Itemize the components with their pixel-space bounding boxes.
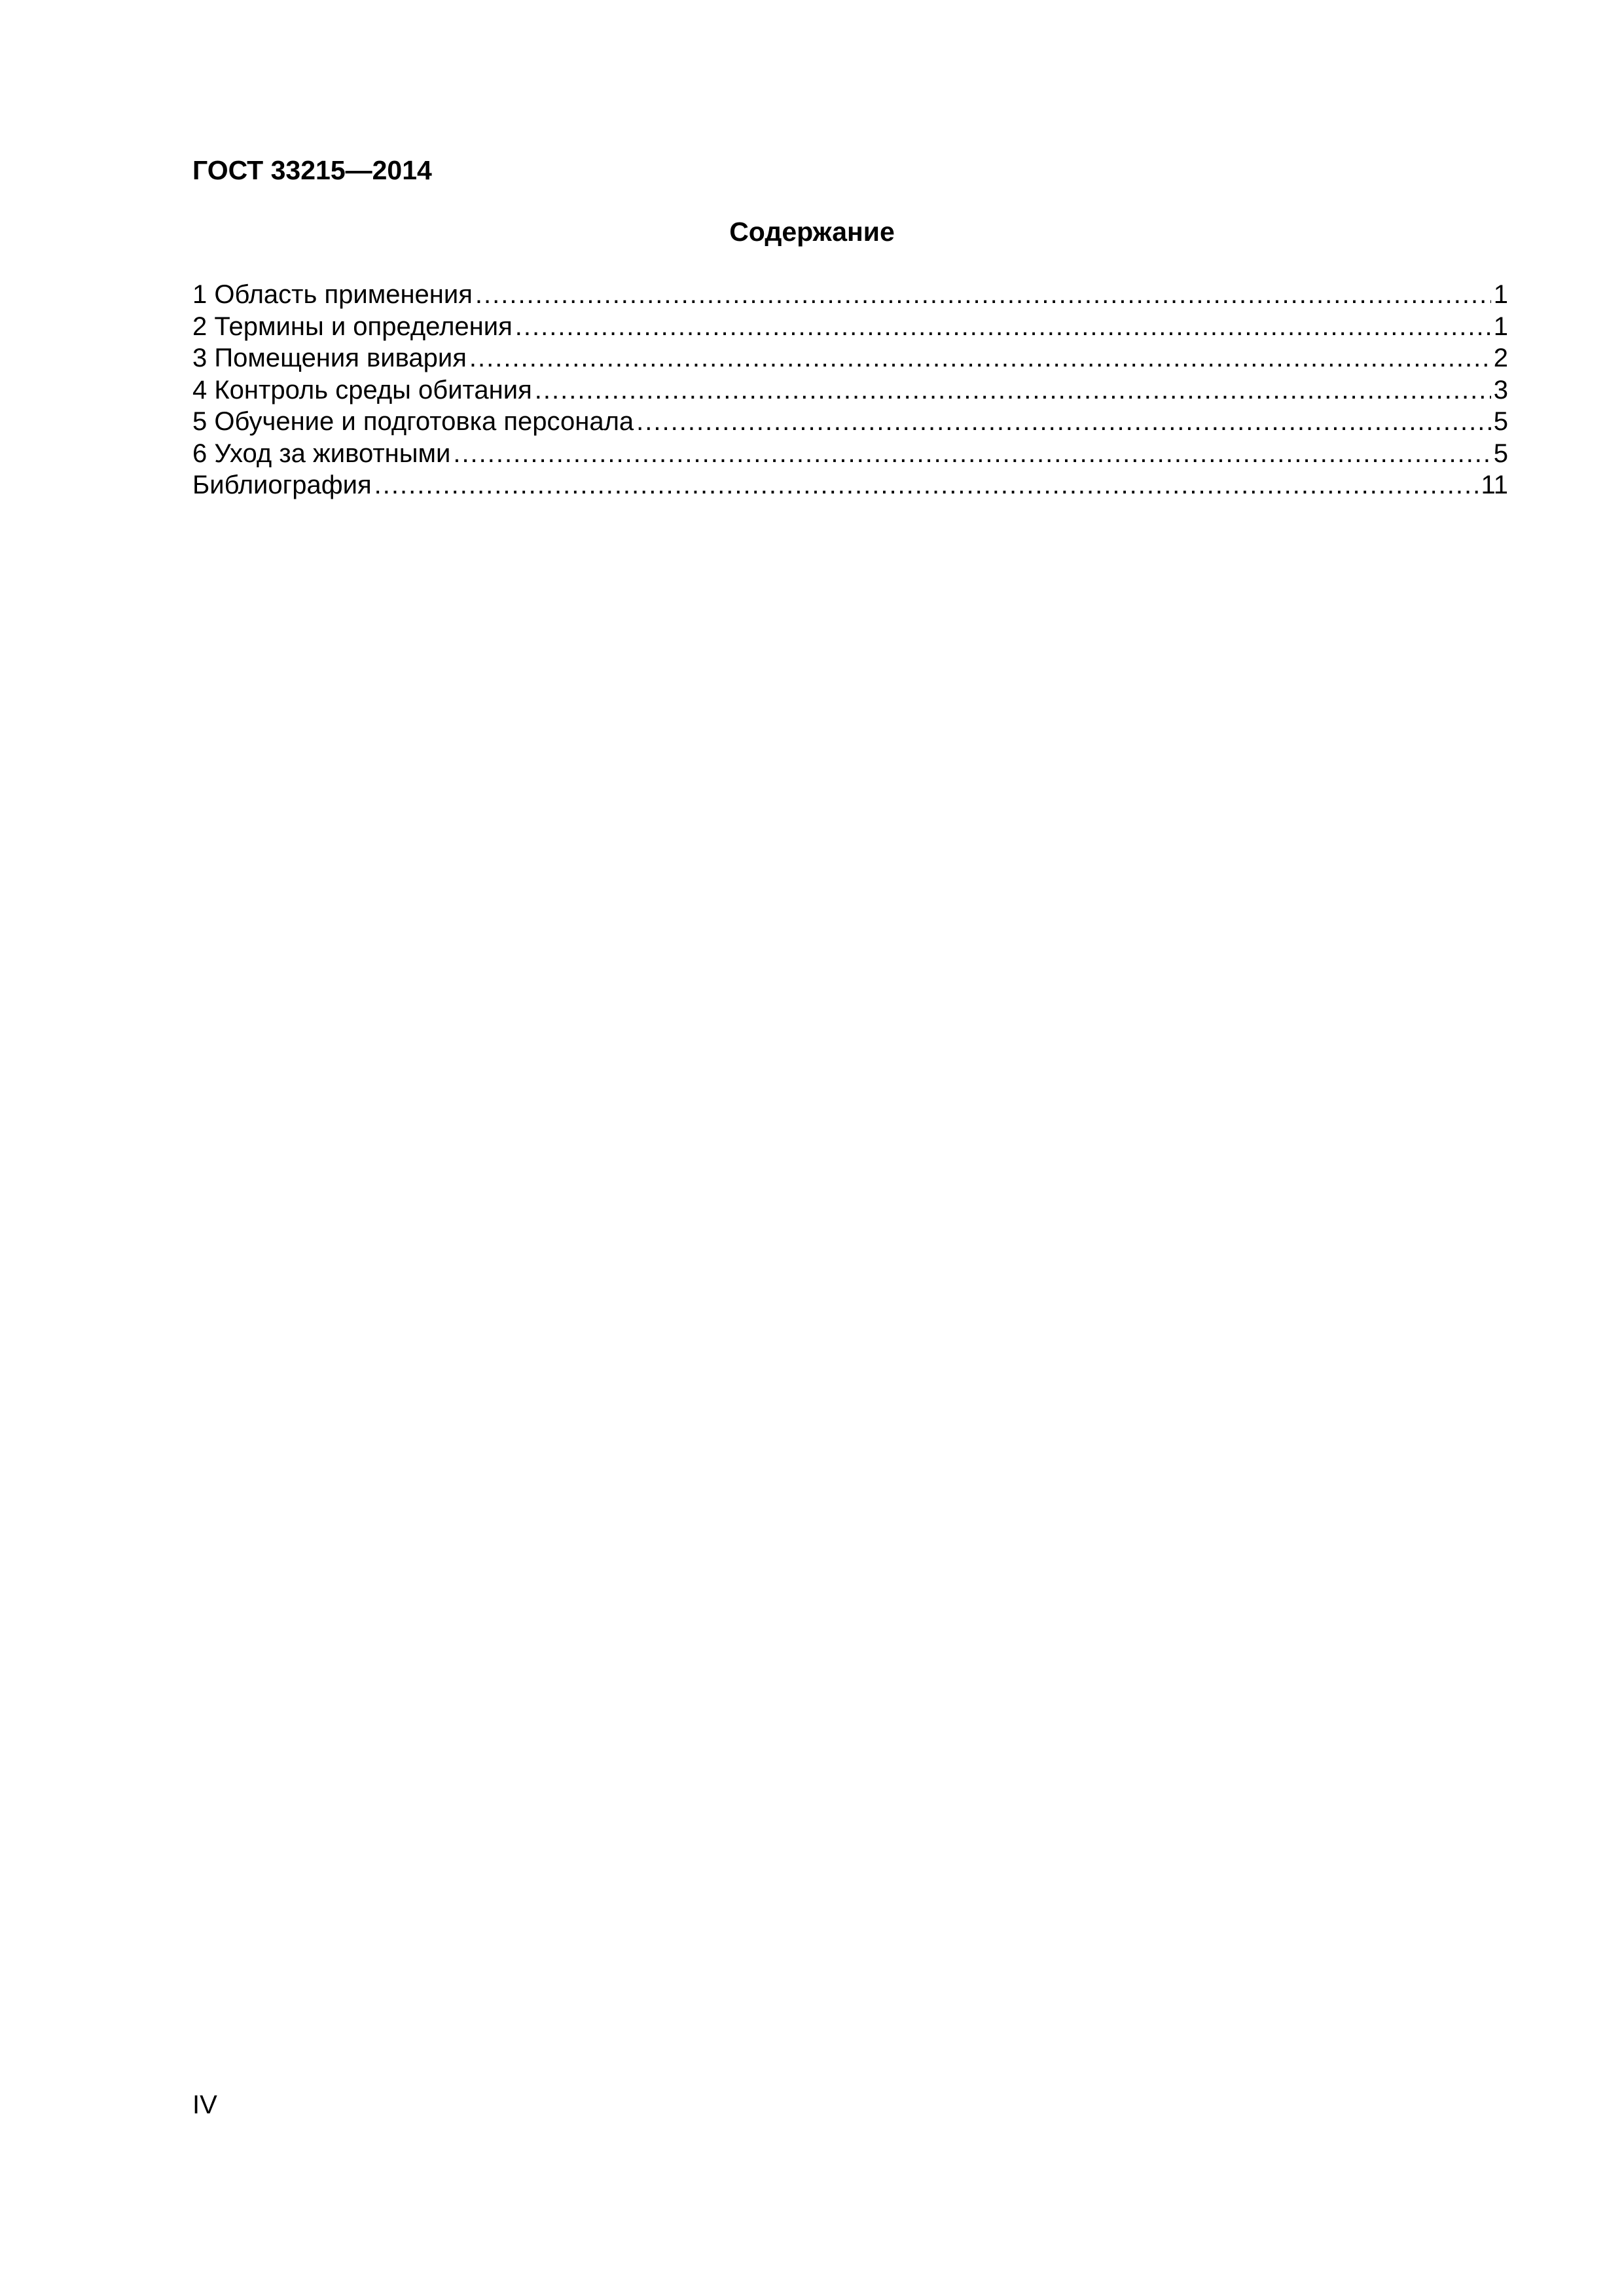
dot-leader (469, 342, 1491, 374)
toc-item-animal-care[interactable] (192, 438, 1508, 470)
toc-item-title: 1 Область применения (192, 280, 473, 309)
toc-item-title: 3 Помещения вивария (192, 344, 467, 372)
toc-item-scope[interactable] (192, 279, 1508, 311)
dot-leader (453, 438, 1490, 469)
toc-item-bibliography[interactable] (192, 469, 1508, 501)
toc-item-page: 3 (1493, 375, 1508, 404)
toc-item-page: 1 (1493, 312, 1508, 341)
toc-item-title: Библиография (192, 471, 372, 499)
page-number: IV (192, 2090, 217, 2119)
toc-item-title: 2 Термины и определения (192, 312, 513, 341)
toc-item-page: 5 (1493, 407, 1508, 436)
toc-heading: Содержание (729, 217, 895, 247)
table-of-contents (192, 279, 1508, 501)
toc-item-title: 6 Уход за животными (192, 439, 451, 468)
dot-leader (535, 374, 1491, 406)
toc-item-title: 5 Обучение и подготовка персонала (192, 407, 634, 436)
toc-item-title: 4 Контроль среды обитания (192, 375, 532, 404)
toc-item-training[interactable] (192, 406, 1508, 438)
toc-item-page: 11 (1481, 471, 1508, 499)
dot-leader (374, 469, 1479, 501)
toc-item-premises[interactable] (192, 342, 1508, 374)
toc-item-page: 1 (1493, 280, 1508, 309)
toc-item-terms[interactable] (192, 311, 1508, 343)
document-code: ГОСТ 33215—2014 (192, 155, 432, 185)
toc-item-page: 5 (1493, 439, 1508, 468)
dot-leader (475, 279, 1491, 310)
dot-leader (515, 311, 1491, 342)
toc-item-environment[interactable] (192, 374, 1508, 406)
dot-leader (636, 406, 1491, 437)
toc-item-page: 2 (1493, 344, 1508, 372)
